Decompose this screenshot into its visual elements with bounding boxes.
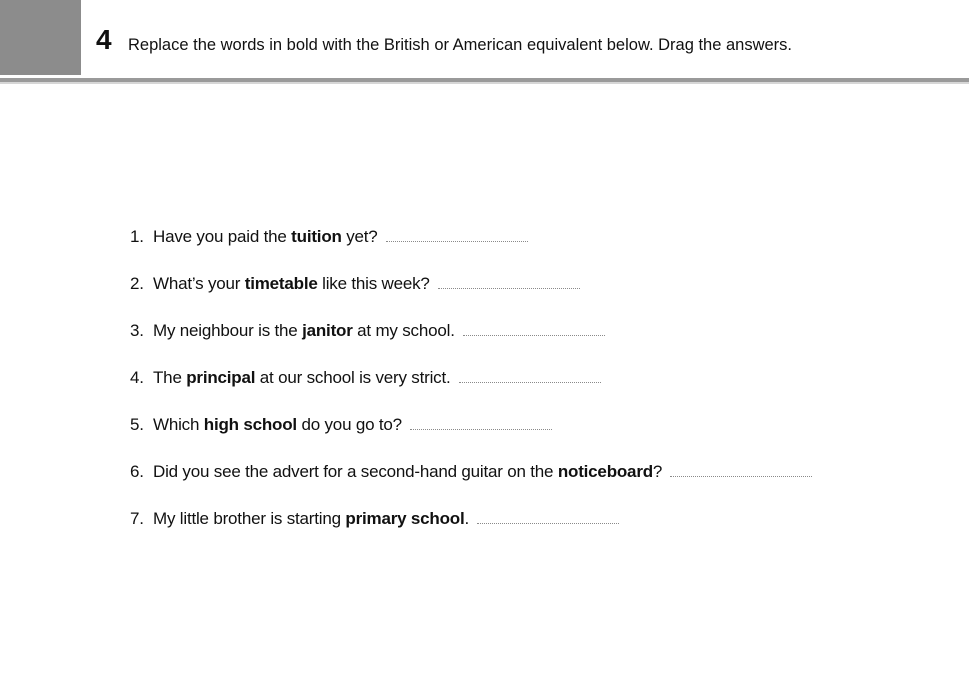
bold-term: principal <box>186 368 256 387</box>
question-text: My neighbour is the janitor at my school. <box>153 321 455 340</box>
answer-drop-zone-1[interactable] <box>386 222 528 242</box>
bold-term: high school <box>203 415 297 434</box>
question-number: 3. <box>130 321 144 340</box>
answer-drop-zone-6[interactable] <box>670 457 812 477</box>
question-7 <box>130 504 930 551</box>
question-text: My little brother is starting primary school. <box>153 509 470 528</box>
exercise-instruction: Replace the words in bold with the British or American equivalent below. Drag the answers. <box>128 36 793 54</box>
question-6 <box>130 457 930 504</box>
question-text: Did you see the advert for a second-hand guitar on the noticeboard? <box>153 462 663 481</box>
question-number: 5. <box>130 415 144 434</box>
question-number: 4. <box>130 368 144 387</box>
answer-drop-zone-4[interactable] <box>459 363 601 383</box>
question-text: Have you paid the tuition yet? <box>153 227 378 246</box>
exercise-number: 4 <box>96 24 112 55</box>
answer-drop-zone-5[interactable] <box>410 410 552 430</box>
question-text: What’s your timetable like this week? <box>153 274 430 293</box>
exercise-header <box>0 0 969 86</box>
bold-term: janitor <box>302 321 353 340</box>
bold-term: primary school <box>345 509 465 528</box>
bold-term: timetable <box>244 274 318 293</box>
header-divider-shadow <box>0 82 969 84</box>
header-grey-block <box>0 0 81 75</box>
question-2 <box>130 269 930 316</box>
question-number: 6. <box>130 462 144 481</box>
question-3 <box>130 316 930 363</box>
question-number: 2. <box>130 274 144 293</box>
question-number: 1. <box>130 227 144 246</box>
bold-term: noticeboard <box>557 462 653 481</box>
question-5 <box>130 410 930 457</box>
answer-drop-zone-7[interactable] <box>477 504 619 524</box>
question-text: The principal at our school is very strict. <box>153 368 451 387</box>
bold-term: tuition <box>291 227 342 246</box>
answer-drop-zone-3[interactable] <box>463 316 605 336</box>
question-list <box>130 222 930 551</box>
question-4 <box>130 363 930 410</box>
question-1 <box>130 222 930 269</box>
answer-drop-zone-2[interactable] <box>438 269 580 289</box>
question-text: Which high school do you go to? <box>153 415 402 434</box>
question-number: 7. <box>130 509 144 528</box>
